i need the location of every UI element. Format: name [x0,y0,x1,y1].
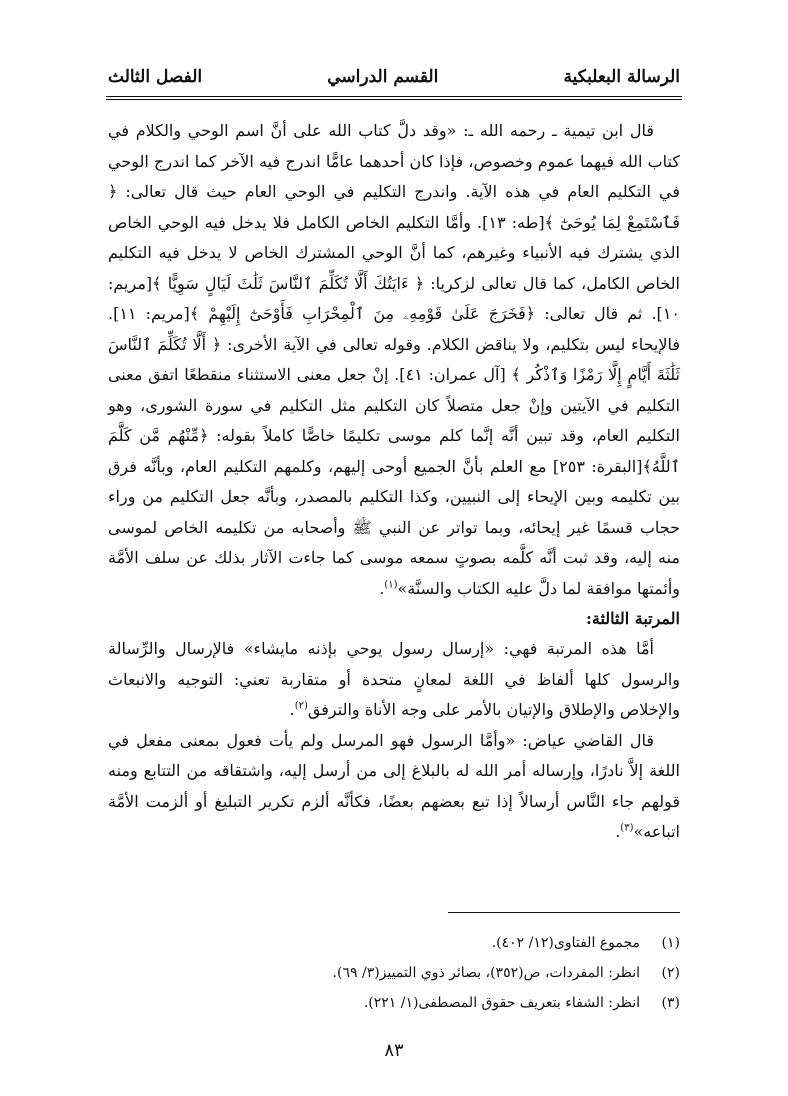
paragraph-ibn-taymiyyah [108,116,680,604]
header-chapter: الفصل الثالث [108,67,203,87]
footnotes [108,928,680,1018]
paragraph-qadi-iyad [108,726,680,848]
header-section: القسم الدراسي [327,67,439,87]
footnote-number: (١) [661,935,680,951]
header-book-title: الرسالة البعلبكية [563,67,680,87]
footnote-item [108,958,680,988]
section-heading: المرتبة الثالثة: [585,609,680,628]
paragraph-end: . [289,700,295,719]
footnote-text: انظر: المفردات، ص(٣٥٢)، بصائر ذوي التمييز(٣/ ٦٩). [332,965,640,981]
running-header [108,60,680,94]
footnote-ref: (٢) [294,700,308,712]
footnote-ref: (٣) [620,822,634,834]
paragraph-end: . [379,578,385,598]
paragraph-third-rank [108,634,680,726]
main-text [108,116,680,848]
footnote-ref: (١) [384,579,398,591]
footnote-text: انظر: الشفاء بتعريف حقوق المصطفى(١/ ٢٢١). [363,995,640,1011]
header-rule [106,96,682,100]
paragraph-end: . [615,822,621,841]
footnote-item [108,988,680,1018]
page-number: ٨٣ [384,1040,404,1061]
paragraph-text: قال القاضي عياض: «وأمَّا الرسول فهو المرسل ولم يأت فعول بمعنى مفعل في اللغة إلاَّ نادرًا، وإرساله أمر الله له بالبلاغ إلى من أرسل إليه، واشتقاقه من التتابع ومنه قولهم جاء النَّاس أرسالاً إذا تبع بعضهم بعضًا، فكأنَّه ألزم تكرير التبليغ أو ألزمت الأمَّة اتباعه» [108,730,680,841]
paragraph-text: قال ابن تيمية ـ رحمه الله ـ: «وقد دلَّ كتاب الله على أنَّ اسم الوحي والكلام في كتاب الله فيهما عموم وخصوص، فإذا كان أحدهما عامًّا اندرج فيه الآخر كما اندرج الوحي في التكليم العام في هذه الآية. واندرج التكليم في الوحي العام حيث قال تعالى: ﴿ فَٱسْتَمِعْ لِمَا يُوحَىٰٓ ﴾[طه: ١٣]. وأمَّا التكليم الخاص الكامل فلا يدخل فيه الوحي الخاص الذي يشترك فيه الأنبياء وغيرهم، كما أنَّ الوحي المشترك الخاص لا يدخل فيه التكليم الخاص الكامل، كما قال تعالى لزكريا: ﴿ ءَايَتُكَ أَلَّا تُكَلِّمَ ٱلنَّاسَ ثَلَٰثَ لَيَالٍ سَوِيًّا ﴾[مريم: ١٠]. ثم قال تعالى: ﴿فَخَرَجَ عَلَىٰ قَوْمِهِۦ مِنَ ٱلْمِحْرَابِ فَأَوْحَىٰٓ إِلَيْهِمْ ﴾[مريم: ١١]. فالإيحاء ليس بتكليم، ولا يناقض الكلام. وقوله تعالى في الآية الأخرى: ﴿ أَلَّا تُكَلِّمَ ٱلنَّاسَ ثَلَٰثَةَ أَيَّامٍ إِلَّا رَمْزًا وَٱذْكُر ﴾ [آل عمران: ٤١]. إنْ جعل معنى الاستثناء منقطعًا اتفق معنى التكليم في الآيتين وإنْ جعل متصلاً كان التكليم مثل التكليم في سورة الشورى، وهو التكليم العام، وقد تبين أنَّه إنَّما كلم موسى تكليمًا خاصًّا كاملاً بقوله: ﴿مِّنْهُم مَّن كَلَّمَ ٱللَّهُ﴾[البقرة: ٢٥٣] مع العلم بأنَّ الجميع أوحى إليهم، وكلمهم التكليم العام، وبأنَّه فرق بين تكليمه وبين الإيحاء إلى النبيين، وكذا التكليم بالمصدر، وبأنَّه جعل التكليم من وراء حجاب قسمًا غير إيحائه، وبما تواتر عن النبي ﷺ وأصحابه من تكليمه الخاص لموسى منه إليه، وقد ثبت أنَّه كلَّمه بصوتٍ سمعه موسى كما جاءت الآثار بذلك عن سلف الأمَّة وأئمتها موافقة لما دلَّ عليه الكتاب والسنَّة» [108,121,681,598]
footnote-text: مجموع الفتاوى(١٢/ ٤٠٢). [491,935,640,951]
footnote-number: (٢) [661,965,680,981]
footnote-item [108,928,680,958]
footnote-number: (٣) [661,995,680,1011]
paragraph-text: أمَّا هذه المرتبة فهي: «إرسال رسول يوحي بإذنه مايشاء» فالإرسال والرِّسالة والرسول كلها ألفاظ في اللغة لمعانٍ متحدة أو متقاربة تعني: التوجيه والانبعاث والإخلاص والإطلاق والإتيان بالأمر على وجه الأناة والترفق [108,639,680,719]
footnote-separator [448,912,680,913]
